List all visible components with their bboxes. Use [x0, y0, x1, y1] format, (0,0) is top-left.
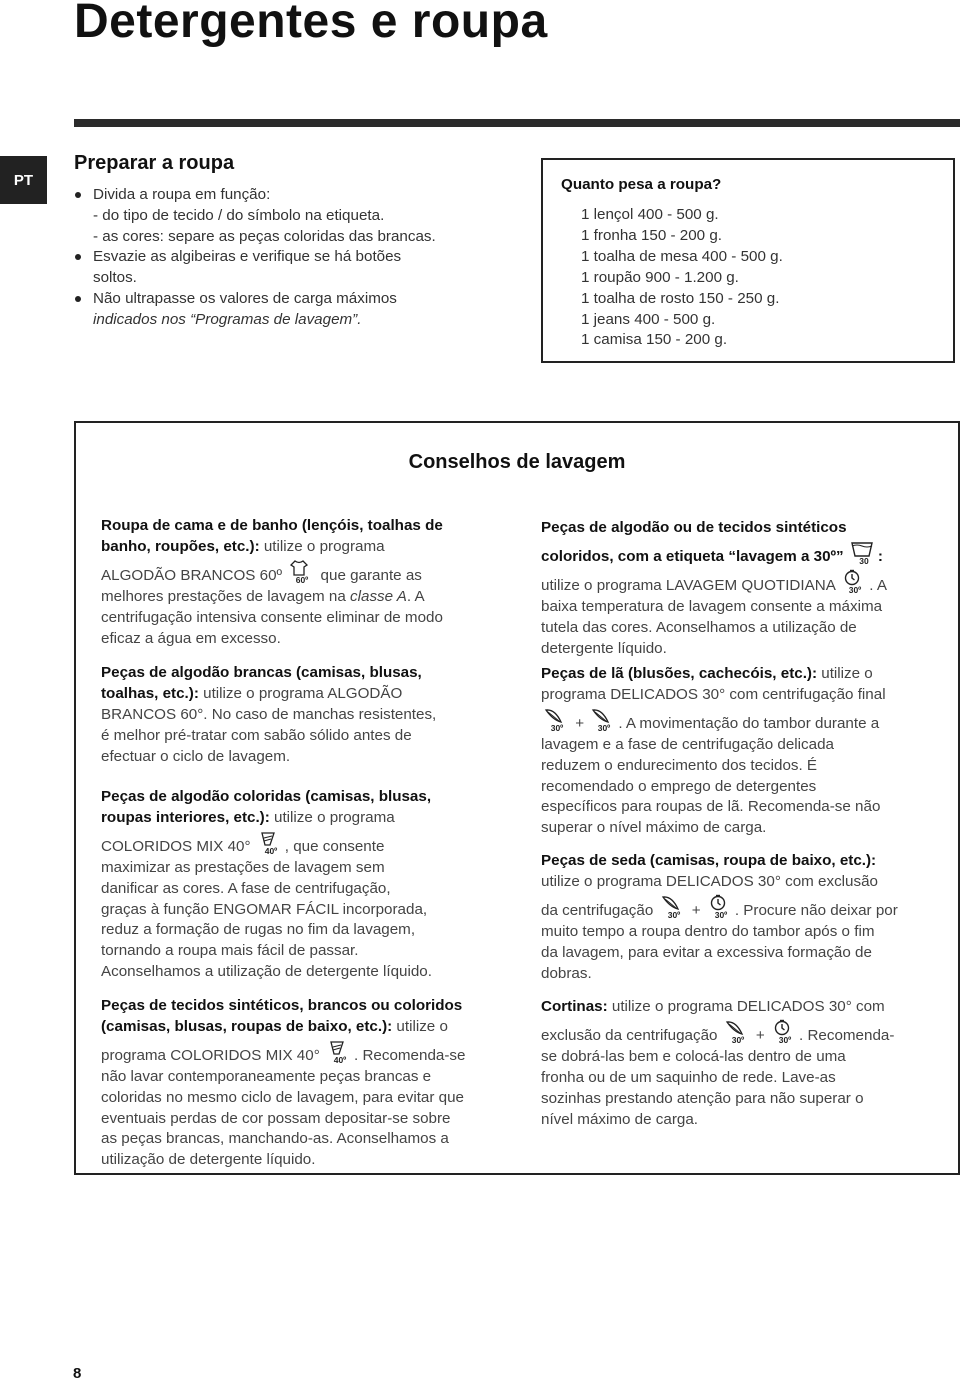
advice-text: utilize o programa [269, 808, 395, 826]
advice-paragraph [101, 996, 499, 1171]
prepare-heading: Preparar a roupa [74, 152, 235, 174]
advice-text: efectuar o ciclo de lavagem. [101, 747, 291, 765]
svg-text:40º: 40º [264, 845, 278, 855]
advice-line [101, 516, 499, 537]
advice-paragraph [541, 851, 941, 984]
advice-line [541, 964, 941, 985]
advice-bold-text: toalhas, etc.): [101, 684, 199, 702]
mix-wash-icon [326, 1038, 352, 1064]
advice-line [541, 893, 941, 922]
title-rule [74, 119, 960, 127]
advice-text: da lavagem, para evitar a excessiva formação de [541, 943, 872, 961]
advice-text: programa COLORIDOS MIX 40° [101, 1046, 324, 1064]
advice-bold-text: Roupa de cama e de banho (lençóis, toalhas de [101, 517, 443, 534]
list-line: Divida a roupa em função: [93, 186, 271, 203]
advice-bold-text: coloridos, com a etiqueta “lavagem a 30º” [541, 547, 848, 565]
list-line: - do tipo de tecido / do símbolo na etiqueta. [93, 206, 385, 224]
list-line: Não ultrapasse os valores de carga máximos [93, 289, 397, 307]
advice-text: . Procure não deixar por [734, 901, 898, 919]
advice-text: utilize o [392, 1017, 448, 1035]
advice-heading: Conselhos de lavagem [408, 451, 626, 473]
prepare-section [74, 152, 514, 331]
advice-text: utilize o programa DELICADOS 30° com [607, 998, 885, 1015]
language-tab: PT [0, 156, 47, 204]
advice-line [541, 597, 941, 618]
advice-line [541, 618, 941, 639]
advice-line [101, 808, 499, 829]
list-item: 1 fronha 150 - 200 g. [581, 226, 723, 244]
list-item: 1 toalha de rosto 150 - 250 g. [581, 289, 780, 307]
list-item: 1 jeans 400 - 500 g. [581, 310, 716, 328]
advice-text: BRANCOS 60°. No caso de manchas resistentes, [101, 705, 437, 723]
svg-text:30º: 30º [731, 1034, 744, 1044]
advice-text: dobras. [541, 964, 592, 982]
advice-text: tornando a roupa mais fácil de passar. [101, 942, 359, 960]
list-item: 1 roupão 900 - 1.200 g. [581, 268, 739, 286]
advice-line [541, 777, 941, 798]
advice-text: recomendado o emprego de detergentes [541, 777, 817, 795]
list-item [74, 247, 514, 289]
advice-line [101, 1038, 499, 1067]
advice-text: ALGODÃO BRANCOS 60º [101, 566, 287, 584]
mix-wash-icon [257, 829, 283, 855]
list-item: 1 toalha de mesa 400 - 500 g. [581, 247, 783, 265]
advice-text: exclusão da centrifugação [541, 1026, 722, 1044]
advice-text: + [687, 901, 705, 919]
advice-paragraph [101, 516, 499, 649]
advice-bold-text: Cortinas: [541, 998, 608, 1015]
advice-bold-text: roupas interiores, etc.): [101, 808, 270, 826]
advice-text: reduzem o endurecimento dos tecidos. É [541, 756, 818, 774]
advice-text: . A movimentação do tambor durante a [618, 714, 880, 732]
advice-text: danificar as cores. A fase de centrifugação, [101, 879, 391, 897]
list-line: Esvazie as algibeiras e verifique se há botões [93, 248, 402, 266]
advice-line [101, 558, 499, 587]
list-line: soltos. [93, 269, 137, 287]
advice-text: COLORIDOS MIX 40° [101, 837, 255, 855]
advice-bold-text: Peças de algodão ou de tecidos sintéticos [541, 519, 847, 536]
advice-line [541, 922, 941, 943]
advice-line [101, 747, 499, 768]
advice-text: lavagem e a fase de centrifugação delicada [541, 735, 834, 753]
quick-wash-icon [771, 1018, 797, 1044]
advice-paragraph [541, 518, 941, 659]
advice-text: . A [406, 587, 425, 605]
advice-text: centrifugação intensiva consente eliminar de modo [101, 608, 443, 626]
advice-text: é melhor pré-tratar com sabão sólido antes de [101, 726, 412, 744]
advice-paragraph [101, 787, 499, 983]
advice-box [74, 421, 960, 1175]
advice-line [541, 539, 941, 568]
advice-text: maximizar as prestações de lavagem sem [101, 858, 385, 876]
prepare-list [74, 185, 514, 331]
advice-line [101, 858, 499, 879]
svg-text:30º: 30º [598, 722, 611, 732]
advice-text: não lavar contemporaneamente peças brancas e [101, 1067, 432, 1085]
wash-tub-icon [850, 539, 876, 565]
advice-paragraph [541, 997, 941, 1130]
advice-line [541, 664, 941, 685]
advice-text: sozinhas prestando atenção para não superar o [541, 1089, 864, 1107]
cotton-wash-icon [288, 558, 314, 584]
advice-bold-text: Peças de seda (camisas, roupa de baixo, etc.): [541, 852, 877, 869]
advice-line [541, 872, 941, 893]
advice-line [541, 797, 941, 818]
advice-text: detergente líquido. [541, 639, 667, 657]
advice-text: utilize o [817, 665, 873, 682]
advice-text: utilize o programa ALGODÃO [198, 684, 403, 702]
svg-text:30º: 30º [667, 909, 680, 919]
advice-line [101, 726, 499, 747]
advice-text: , que consente [284, 837, 385, 855]
advice-text: superar o nível máximo de carga. [541, 819, 767, 837]
advice-text: da centrifugação [541, 901, 658, 919]
advice-line [101, 1017, 499, 1038]
advice-line [541, 1089, 941, 1110]
list-line: - as cores: separe as peças coloridas das brancas. [93, 227, 436, 245]
advice-line [541, 518, 941, 539]
advice-text: . A [869, 576, 887, 594]
page-title: Detergentes e roupa [74, 0, 548, 48]
advice-text: tutela das cores. Aconselhamos a utilização de [541, 618, 857, 636]
advice-bold-text: : [877, 547, 883, 565]
advice-line [541, 1047, 941, 1068]
advice-text: as peças brancas, manchando-as. Aconselhamos a [101, 1130, 449, 1148]
advice-emphasis: classe A [350, 587, 407, 605]
advice-line [541, 639, 941, 660]
list-line: indicados nos “Programas de lavagem”. [93, 310, 362, 328]
advice-text: . Recomenda- [799, 1026, 895, 1044]
svg-text:30º: 30º [714, 909, 728, 919]
advice-line [101, 1067, 499, 1088]
page-number: 8 [73, 1365, 82, 1382]
advice-line [101, 787, 499, 808]
advice-text: programa DELICADOS 30° com centrifugação final [541, 685, 886, 703]
svg-text:40º: 40º [333, 1054, 347, 1064]
advice-bold-text: Peças de tecidos sintéticos, brancos ou coloridos [101, 997, 463, 1014]
delicate-wash-icon [724, 1018, 750, 1044]
list-item: 1 camisa 150 - 200 g. [581, 331, 728, 349]
advice-line [541, 1110, 941, 1131]
advice-line [541, 818, 941, 839]
advice-line [101, 1150, 499, 1171]
list-item [74, 185, 514, 247]
advice-text: reduz a formação de rugas no fim da lavagem, [101, 921, 416, 939]
svg-text:30: 30 [859, 555, 869, 565]
advice-bold-text: banho, roupões, etc.): [101, 537, 260, 555]
advice-line [541, 1018, 941, 1047]
advice-line [541, 851, 941, 872]
advice-line [541, 1068, 941, 1089]
advice-line [101, 900, 499, 921]
advice-line [541, 735, 941, 756]
quick-wash-icon [707, 893, 733, 919]
advice-paragraph [541, 664, 941, 839]
advice-bold-text: Peças de algodão coloridas (camisas, blusas, [101, 788, 432, 805]
advice-text: se dobrá-las bem e colocá-las dentro de uma [541, 1047, 846, 1065]
advice-text: fronha ou de um saquinho de rede. Lave-as [541, 1068, 836, 1086]
advice-line [541, 685, 941, 706]
svg-text:30º: 30º [848, 584, 862, 594]
weight-box [541, 158, 955, 363]
svg-text:30º: 30º [778, 1034, 792, 1044]
advice-text: utilização de detergente líquido. [101, 1151, 316, 1169]
advice-text: eventuais perdas de cor possam depositar-se sobre [101, 1109, 451, 1127]
svg-text:30º: 30º [550, 722, 564, 732]
advice-text: muito tempo a roupa dentro do tambor após o fim [541, 922, 875, 940]
advice-line [101, 684, 499, 705]
advice-line [541, 997, 941, 1018]
advice-bold-text: (camisas, blusas, roupas de baixo, etc.): [101, 1017, 393, 1035]
advice-text: Aconselhamos a utilização de detergente líquido. [101, 963, 432, 981]
advice-text: baixa temperatura de lavagem consente a máxima [541, 597, 883, 615]
advice-bold-text: Peças de lã (blusões, cachecóis, etc.): [541, 665, 818, 682]
advice-line [101, 629, 499, 650]
advice-line [101, 879, 499, 900]
advice-line [101, 996, 499, 1017]
delicate-wash-icon [660, 893, 686, 919]
advice-text: utilize o programa LAVAGEM QUOTIDIANA [541, 576, 840, 594]
advice-line [101, 829, 499, 858]
advice-text: melhores prestações de lavagem na [101, 587, 351, 605]
advice-line [101, 537, 499, 558]
advice-text: . Recomenda-se [354, 1046, 466, 1064]
advice-text: que garante as [316, 566, 422, 584]
list-item: 1 lençol 400 - 500 g. [581, 206, 719, 223]
advice-line [541, 943, 941, 964]
advice-line [101, 941, 499, 962]
advice-line [101, 587, 499, 608]
advice-line [101, 920, 499, 941]
advice-text: coloridas no mesmo ciclo de lavagem, para evitar que [101, 1088, 464, 1106]
advice-paragraph [101, 663, 499, 768]
advice-text: nível máximo de carga. [541, 1110, 699, 1128]
advice-line [101, 962, 499, 983]
advice-text: utilize o programa [259, 537, 385, 555]
quick-wash-icon [841, 568, 867, 594]
weight-list [581, 205, 783, 351]
advice-line [101, 1109, 499, 1130]
advice-text: utilize o programa DELICADOS 30° com exclusão [541, 872, 878, 890]
advice-text: + [571, 714, 589, 732]
advice-line [101, 705, 499, 726]
advice-bold-text: Peças de algodão brancas (camisas, blusas, [101, 664, 422, 681]
weight-heading: Quanto pesa a roupa? [561, 176, 722, 193]
advice-line [101, 663, 499, 684]
advice-line [101, 1088, 499, 1109]
advice-text: específicos para roupas de lã. Recomenda-se não [541, 798, 881, 816]
list-item [74, 289, 514, 331]
svg-text:60º: 60º [296, 574, 309, 584]
delicate-wash-icon [543, 706, 569, 732]
advice-line [541, 568, 941, 597]
advice-line [101, 1129, 499, 1150]
advice-text: + [751, 1026, 769, 1044]
advice-text: eficaz a água em excesso. [101, 629, 281, 647]
delicate-wash-icon [590, 706, 616, 732]
advice-line [541, 756, 941, 777]
advice-line [101, 608, 499, 629]
advice-text: graças à função ENGOMAR FÁCIL incorporada, [101, 900, 428, 918]
advice-line [541, 706, 941, 735]
